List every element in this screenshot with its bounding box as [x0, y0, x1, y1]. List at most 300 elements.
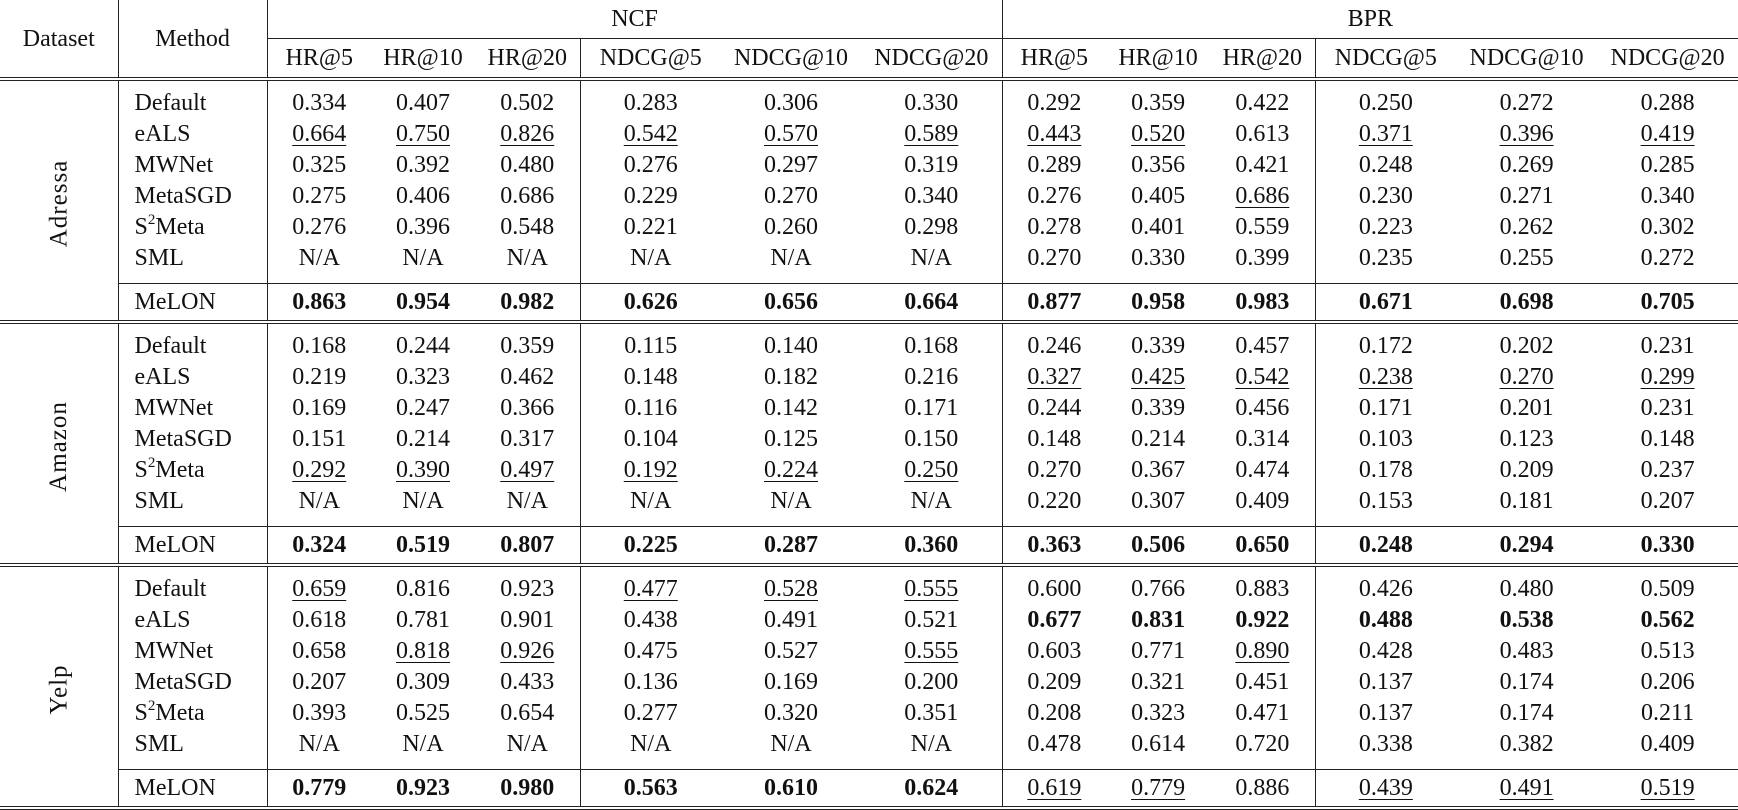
value-cell — [1315, 211, 1456, 242]
value-cell — [721, 423, 861, 454]
table-row — [0, 454, 1738, 485]
best-value: 0.624 — [904, 775, 959, 801]
value: 0.409 — [1640, 730, 1695, 757]
value-cell — [267, 635, 371, 666]
header-dataset: Dataset — [0, 0, 118, 79]
second-best-value: 0.750 — [396, 120, 450, 147]
table-row — [0, 423, 1738, 454]
best-value: 0.923 — [396, 775, 450, 801]
value-cell — [1210, 322, 1315, 361]
method-cell — [118, 635, 267, 666]
value: 0.407 — [396, 89, 450, 116]
value-cell — [1002, 728, 1106, 770]
value-cell — [371, 666, 475, 697]
value: 0.168 — [292, 332, 347, 359]
value-cell — [1002, 454, 1106, 485]
method-name: MetaSGD — [134, 182, 232, 209]
best-value: 0.324 — [292, 532, 347, 558]
value: 0.182 — [764, 363, 818, 390]
value: 0.367 — [1131, 456, 1186, 483]
second-best-value: 0.443 — [1027, 120, 1082, 147]
table-row — [0, 149, 1738, 180]
value-cell — [1210, 284, 1315, 323]
dataset-label-cell — [0, 565, 118, 808]
value-cell — [1210, 361, 1315, 392]
value-cell — [371, 118, 475, 149]
best-value: 0.650 — [1235, 532, 1290, 558]
value-cell — [1597, 79, 1738, 118]
best-value: 0.671 — [1358, 289, 1413, 315]
second-best-value: 0.497 — [500, 456, 555, 483]
value-cell — [267, 423, 371, 454]
best-value: 0.779 — [292, 775, 347, 801]
method-cell — [118, 242, 267, 284]
value-cell — [1002, 180, 1106, 211]
value: 0.314 — [1235, 425, 1290, 452]
value: 0.409 — [1235, 487, 1290, 514]
method-cell — [118, 666, 267, 697]
value: N/A — [910, 730, 952, 757]
method-cell — [118, 118, 267, 149]
header-metric-bpr-ndcg-at-10: NDCG@10 — [1456, 39, 1597, 80]
value: N/A — [770, 244, 812, 271]
dataset-label: Yelp — [45, 664, 73, 715]
value-cell — [1597, 635, 1738, 666]
value-cell — [1456, 666, 1597, 697]
value: N/A — [506, 730, 548, 757]
value: 0.275 — [292, 182, 347, 209]
value: 0.475 — [623, 637, 678, 664]
best-value: 0.877 — [1027, 289, 1082, 315]
value: 0.148 — [1640, 425, 1695, 452]
value: 0.289 — [1027, 151, 1082, 178]
value: 0.340 — [1640, 182, 1695, 209]
value-cell — [1002, 565, 1106, 604]
value: 0.136 — [623, 668, 678, 695]
value: 0.271 — [1499, 182, 1554, 209]
value: 0.272 — [1640, 244, 1695, 271]
method-cell — [118, 322, 267, 361]
best-value: 0.980 — [500, 775, 555, 801]
best-value: 0.248 — [1358, 532, 1413, 558]
value-cell — [580, 211, 721, 242]
method-cell — [118, 284, 267, 323]
value-cell — [1597, 604, 1738, 635]
value-cell — [1456, 392, 1597, 423]
method-name: Default — [134, 332, 207, 359]
value-cell — [861, 180, 1002, 211]
value-cell — [371, 728, 475, 770]
value-cell — [1597, 423, 1738, 454]
value: 0.600 — [1027, 575, 1082, 602]
value-cell — [1315, 454, 1456, 485]
value-cell — [1106, 666, 1210, 697]
value-cell — [1106, 322, 1210, 361]
method-cell — [118, 211, 267, 242]
value: 0.306 — [764, 89, 818, 116]
second-best-value: 0.292 — [292, 456, 347, 483]
value: 0.248 — [1358, 151, 1413, 178]
value: 0.382 — [1499, 730, 1554, 757]
header-metric-ncf-ndcg-at-10: NDCG@10 — [721, 39, 861, 80]
value: 0.207 — [292, 668, 347, 695]
value-cell — [267, 485, 371, 527]
value-cell — [861, 284, 1002, 323]
value: N/A — [630, 730, 672, 757]
value: 0.216 — [904, 363, 959, 390]
value: 0.471 — [1235, 699, 1290, 726]
value-cell — [1315, 118, 1456, 149]
value: 0.438 — [623, 606, 678, 633]
best-value: 0.664 — [904, 289, 959, 315]
value-cell — [371, 635, 475, 666]
value-cell — [861, 485, 1002, 527]
header-metric-ncf-hr-at-20: HR@20 — [475, 39, 580, 80]
value: 0.269 — [1499, 151, 1554, 178]
second-best-value: 0.779 — [1131, 775, 1186, 801]
table-row — [0, 242, 1738, 284]
dataset-label: Adressa — [45, 159, 73, 248]
best-value: 0.983 — [1235, 289, 1290, 315]
value: 0.270 — [1027, 456, 1082, 483]
value-cell — [580, 149, 721, 180]
method-name: MeLON — [134, 289, 216, 315]
value-cell — [1106, 697, 1210, 728]
best-value: 0.330 — [1640, 532, 1695, 558]
value-cell — [1210, 211, 1315, 242]
value-cell — [475, 728, 580, 770]
value-cell — [861, 565, 1002, 604]
value: 0.323 — [1131, 699, 1186, 726]
value-cell — [475, 392, 580, 423]
second-best-value: 0.589 — [904, 120, 959, 147]
best-value: 0.506 — [1131, 532, 1186, 558]
value-cell — [267, 728, 371, 770]
value-cell — [1315, 423, 1456, 454]
value: 0.247 — [396, 394, 450, 421]
method-name-rest: Meta — [155, 213, 205, 240]
value-cell — [475, 211, 580, 242]
best-value: 0.626 — [623, 289, 678, 315]
value-cell — [721, 527, 861, 566]
value: 0.214 — [1131, 425, 1186, 452]
value: 0.206 — [1640, 668, 1695, 695]
value-cell — [1210, 666, 1315, 697]
method-name: S — [134, 213, 148, 240]
value-cell — [1106, 454, 1210, 485]
method-cell — [118, 454, 267, 485]
value-cell — [1002, 635, 1106, 666]
method-name: S — [134, 699, 148, 726]
value: 0.686 — [500, 182, 555, 209]
value: 0.330 — [1131, 244, 1186, 271]
value-cell — [580, 79, 721, 118]
second-best-value: 0.491 — [1499, 775, 1554, 801]
method-cell — [118, 527, 267, 566]
value: 0.330 — [904, 89, 959, 116]
method-name: MWNet — [134, 637, 214, 664]
second-best-value: 0.327 — [1027, 363, 1082, 390]
value-cell — [721, 485, 861, 527]
value-cell — [1456, 242, 1597, 284]
value-cell — [721, 635, 861, 666]
value-cell — [861, 454, 1002, 485]
value-cell — [1597, 242, 1738, 284]
value-cell — [1210, 770, 1315, 809]
value: 0.153 — [1358, 487, 1413, 514]
best-value: 0.488 — [1358, 606, 1413, 633]
value-cell — [580, 423, 721, 454]
method-name: SML — [134, 244, 184, 271]
value: N/A — [298, 487, 340, 514]
value-cell — [861, 149, 1002, 180]
method-cell — [118, 180, 267, 211]
value-cell — [1456, 284, 1597, 323]
table-row — [0, 565, 1738, 604]
value-cell — [267, 211, 371, 242]
value-cell — [721, 697, 861, 728]
value-cell — [1315, 361, 1456, 392]
value-cell — [1002, 392, 1106, 423]
value: 0.297 — [764, 151, 818, 178]
value: 0.171 — [1358, 394, 1413, 421]
value-cell — [1597, 697, 1738, 728]
best-value: 0.922 — [1235, 606, 1290, 633]
value: 0.104 — [623, 425, 678, 452]
second-best-value: 0.619 — [1027, 775, 1082, 801]
table-row — [0, 604, 1738, 635]
value-cell — [1456, 454, 1597, 485]
value: 0.480 — [500, 151, 555, 178]
header-method: Method — [118, 0, 267, 79]
value: 0.462 — [500, 363, 555, 390]
value: 0.255 — [1499, 244, 1554, 271]
value-cell — [721, 666, 861, 697]
value: 0.125 — [764, 425, 818, 452]
value: 0.302 — [1640, 213, 1695, 240]
second-best-value: 0.519 — [1640, 775, 1695, 801]
header-metric-ncf-hr-at-5: HR@5 — [267, 39, 371, 80]
value: 0.220 — [1027, 487, 1082, 514]
value-cell — [1106, 79, 1210, 118]
value: 0.359 — [500, 332, 555, 359]
value: 0.223 — [1358, 213, 1413, 240]
header-row-groups — [0, 0, 1738, 39]
value: 0.276 — [623, 151, 678, 178]
header-metric-ncf-hr-at-10: HR@10 — [371, 39, 475, 80]
value-cell — [1002, 211, 1106, 242]
value-cell — [1106, 392, 1210, 423]
value: 0.339 — [1131, 394, 1186, 421]
table-row-melon — [0, 527, 1738, 566]
value: 0.603 — [1027, 637, 1082, 664]
value-cell — [1597, 149, 1738, 180]
value-cell — [267, 527, 371, 566]
method-superscript: 2 — [147, 211, 156, 228]
value: 0.172 — [1358, 332, 1413, 359]
value: 0.221 — [623, 213, 678, 240]
value: 0.771 — [1131, 637, 1186, 664]
header-metric-ncf-ndcg-at-20: NDCG@20 — [861, 39, 1002, 80]
value: 0.399 — [1235, 244, 1290, 271]
value-cell — [580, 527, 721, 566]
value-cell — [475, 770, 580, 809]
best-value: 0.705 — [1640, 289, 1695, 315]
value: 0.103 — [1358, 425, 1413, 452]
value: 0.480 — [1499, 575, 1554, 602]
value: 0.272 — [1499, 89, 1554, 116]
best-value: 0.519 — [396, 532, 450, 558]
second-best-value: 0.299 — [1640, 363, 1695, 390]
value: 0.208 — [1027, 699, 1082, 726]
value-cell — [721, 79, 861, 118]
value-cell — [1456, 79, 1597, 118]
second-best-value: 0.192 — [623, 456, 678, 483]
method-name: MeLON — [134, 775, 216, 801]
value: N/A — [298, 730, 340, 757]
method-superscript: 2 — [147, 697, 156, 714]
value-cell — [721, 211, 861, 242]
value-cell — [721, 322, 861, 361]
value-cell — [267, 604, 371, 635]
value: N/A — [910, 487, 952, 514]
value: 0.209 — [1027, 668, 1082, 695]
value: 0.559 — [1235, 213, 1290, 240]
value-cell — [371, 454, 475, 485]
value-cell — [580, 565, 721, 604]
value: 0.456 — [1235, 394, 1290, 421]
value-cell — [1456, 635, 1597, 666]
value: 0.525 — [396, 699, 450, 726]
value: 0.396 — [396, 213, 450, 240]
value-cell — [475, 485, 580, 527]
value-cell — [371, 322, 475, 361]
best-value: 0.958 — [1131, 289, 1186, 315]
value: 0.433 — [500, 668, 555, 695]
value: 0.720 — [1235, 730, 1290, 757]
value: 0.613 — [1235, 120, 1290, 147]
value-cell — [1315, 770, 1456, 809]
value-cell — [861, 322, 1002, 361]
value: 0.202 — [1499, 332, 1554, 359]
value-cell — [861, 770, 1002, 809]
value-cell — [1106, 361, 1210, 392]
value: 0.521 — [904, 606, 959, 633]
second-best-value: 0.528 — [764, 575, 818, 602]
value-cell — [1210, 118, 1315, 149]
method-cell — [118, 79, 267, 118]
value: 0.140 — [764, 332, 818, 359]
value-cell — [861, 242, 1002, 284]
value-cell — [1597, 322, 1738, 361]
second-best-value: 0.439 — [1358, 775, 1413, 801]
method-name: Default — [134, 575, 207, 602]
value-cell — [721, 242, 861, 284]
value: 0.178 — [1358, 456, 1413, 483]
value-cell — [1456, 118, 1597, 149]
method-cell — [118, 392, 267, 423]
value-cell — [267, 322, 371, 361]
second-best-value: 0.542 — [1235, 363, 1290, 390]
best-value: 0.360 — [904, 532, 959, 558]
method-name-rest: Meta — [155, 699, 205, 726]
dataset-label-cell — [0, 322, 118, 565]
value: 0.351 — [904, 699, 959, 726]
value-cell — [1597, 485, 1738, 527]
value-cell — [371, 697, 475, 728]
table-row — [0, 485, 1738, 527]
value-cell — [721, 604, 861, 635]
second-best-value: 0.477 — [623, 575, 678, 602]
value-cell — [475, 242, 580, 284]
value-cell — [267, 770, 371, 809]
value: 0.307 — [1131, 487, 1186, 514]
value-cell — [1210, 242, 1315, 284]
value: 0.614 — [1131, 730, 1186, 757]
value-cell — [580, 666, 721, 697]
best-value: 0.294 — [1499, 532, 1554, 558]
value-cell — [1002, 666, 1106, 697]
value: 0.513 — [1640, 637, 1695, 664]
value: 0.142 — [764, 394, 818, 421]
value-cell — [371, 392, 475, 423]
value-cell — [1597, 454, 1738, 485]
value-cell — [1315, 392, 1456, 423]
value: 0.244 — [396, 332, 450, 359]
method-cell — [118, 697, 267, 728]
value-cell — [1456, 322, 1597, 361]
value-cell — [721, 770, 861, 809]
value-cell — [1456, 565, 1597, 604]
value: 0.392 — [396, 151, 450, 178]
value-cell — [1106, 118, 1210, 149]
value: 0.288 — [1640, 89, 1695, 116]
table-row — [0, 635, 1738, 666]
method-name: MWNet — [134, 394, 214, 421]
value: 0.151 — [292, 425, 347, 452]
value: 0.366 — [500, 394, 555, 421]
value-cell — [580, 697, 721, 728]
value-cell — [721, 361, 861, 392]
method-name: S — [134, 456, 148, 483]
value: 0.766 — [1131, 575, 1186, 602]
value-cell — [1210, 527, 1315, 566]
value-cell — [475, 284, 580, 323]
value: 0.457 — [1235, 332, 1290, 359]
value-cell — [1456, 770, 1597, 809]
value-cell — [1002, 79, 1106, 118]
value: 0.270 — [764, 182, 818, 209]
value: 0.618 — [292, 606, 347, 633]
value-cell — [1315, 180, 1456, 211]
value-cell — [1106, 635, 1210, 666]
table-row — [0, 211, 1738, 242]
value-cell — [721, 728, 861, 770]
value: 0.171 — [904, 394, 959, 421]
second-best-value: 0.520 — [1131, 120, 1186, 147]
method-name: MWNet — [134, 151, 214, 178]
value-cell — [1315, 149, 1456, 180]
value-cell — [1002, 770, 1106, 809]
value-cell — [1456, 604, 1597, 635]
value-cell — [475, 361, 580, 392]
best-value: 0.863 — [292, 289, 347, 315]
value-cell — [1597, 118, 1738, 149]
value: 0.123 — [1499, 425, 1554, 452]
best-value: 0.807 — [500, 532, 555, 558]
value-cell — [1456, 211, 1597, 242]
value: 0.137 — [1358, 699, 1413, 726]
